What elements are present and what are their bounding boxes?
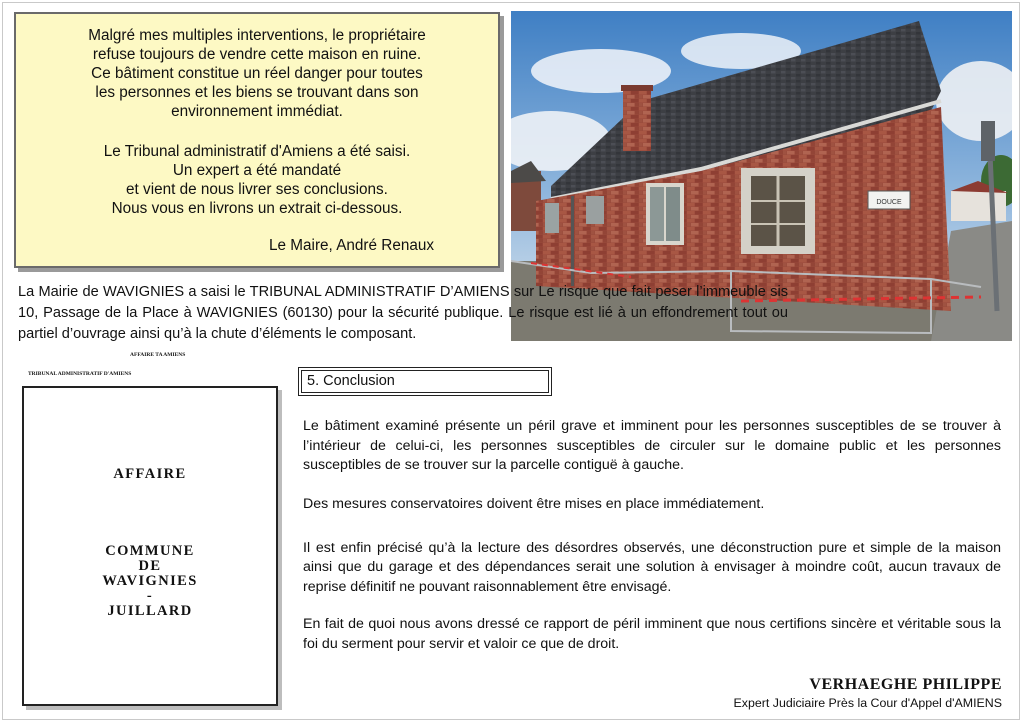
conclusion-paragraph: Le bâtiment examiné présente un péril grave et imminent pour les personnes susceptibles de se trouver à l’intérieur de celui-ci, les personnes susceptibles de circuler sur le domaine public et les personnes susceptibles de se trouver sur la parcelle contiguë à gauche. xyxy=(303,418,1001,473)
conclusion-body xyxy=(303,417,1001,674)
intro-paragraph: La Mairie de WAVIGNIES a saisi le TRIBUNAL ADMINISTRATIF D’AMIENS sur Le risque que fait peser l’immeuble sis 10, Passage de la Place à WAVIGNIES (60130) pour la sécurité publique. Le risque est lié à un effondrement tout ou partiel d’ouvrage ainsi qu’à la chute d’éléments le composant. xyxy=(18,284,788,342)
mayor-notice-box xyxy=(14,12,500,268)
cover-line: WAVIGNIES xyxy=(102,573,198,589)
expert-title: Expert Judiciaire Près la Cour d'Appel d'AMIENS xyxy=(733,696,1002,710)
conclusion-heading: 5. Conclusion xyxy=(301,370,549,393)
mayor-signature: Le Maire, André Renaux xyxy=(269,237,434,254)
expert-name: VERHAEGHE PHILIPPE xyxy=(809,676,1002,693)
street-sign-text: DOUCE xyxy=(876,199,902,206)
cover-line: COMMUNE xyxy=(105,543,195,559)
cover-line: JUILLARD xyxy=(107,603,193,619)
cover-title-affaire: AFFAIRE xyxy=(113,466,187,482)
notice-line: et vient de nous livrer ses conclusions. xyxy=(126,181,388,198)
notice-line: Nous vous en livrons un extrait ci-dessous. xyxy=(111,200,403,217)
report-header-affaire: AFFAIRE TA AMIENS xyxy=(130,352,186,358)
notice-line: environnement immédiat. xyxy=(171,103,343,120)
notice-paragraph-1 xyxy=(16,26,498,121)
report-header-tribunal: TRIBUNAL ADMINISTRATIF D'AMIENS xyxy=(28,371,132,377)
notice-line: les personnes et les biens se trouvant dans son xyxy=(95,84,419,101)
conclusion-heading-box xyxy=(298,367,552,396)
notice-line: Un expert a été mandaté xyxy=(172,162,342,179)
conclusion-paragraph: Des mesures conservatoires doivent être mises en place immédiatement. xyxy=(303,496,765,512)
notice-line: refuse toujours de vendre cette maison en ruine. xyxy=(92,46,422,63)
cover-line: - xyxy=(146,588,154,604)
notice-line: Ce bâtiment constitue un réel danger pour toutes xyxy=(91,65,423,82)
notice-paragraph-2 xyxy=(16,142,498,218)
notice-line: Le Tribunal administratif d'Amiens a été saisi. xyxy=(103,143,411,160)
cover-parties xyxy=(24,544,276,619)
conclusion-paragraph: Il est enfin précisé qu’à la lecture des désordres observés, une déconstruction pure et simple de la maison ainsi que du garage et des dépendances serait une solution à envisager à moindre coût, aucun travaux de reprise définitif ne pouvant raisonnablement être envisagé. xyxy=(303,539,1001,595)
report-cover-page xyxy=(22,386,278,706)
notice-line: Malgré mes multiples interventions, le propriétaire xyxy=(88,27,426,44)
conclusion-paragraph: En fait de quoi nous avons dressé ce rapport de péril imminent que nous certifions sincère et véritable sous la foi du serment pour servir et valoir ce que de droit. xyxy=(303,616,1001,652)
cover-line: DE xyxy=(138,558,162,574)
